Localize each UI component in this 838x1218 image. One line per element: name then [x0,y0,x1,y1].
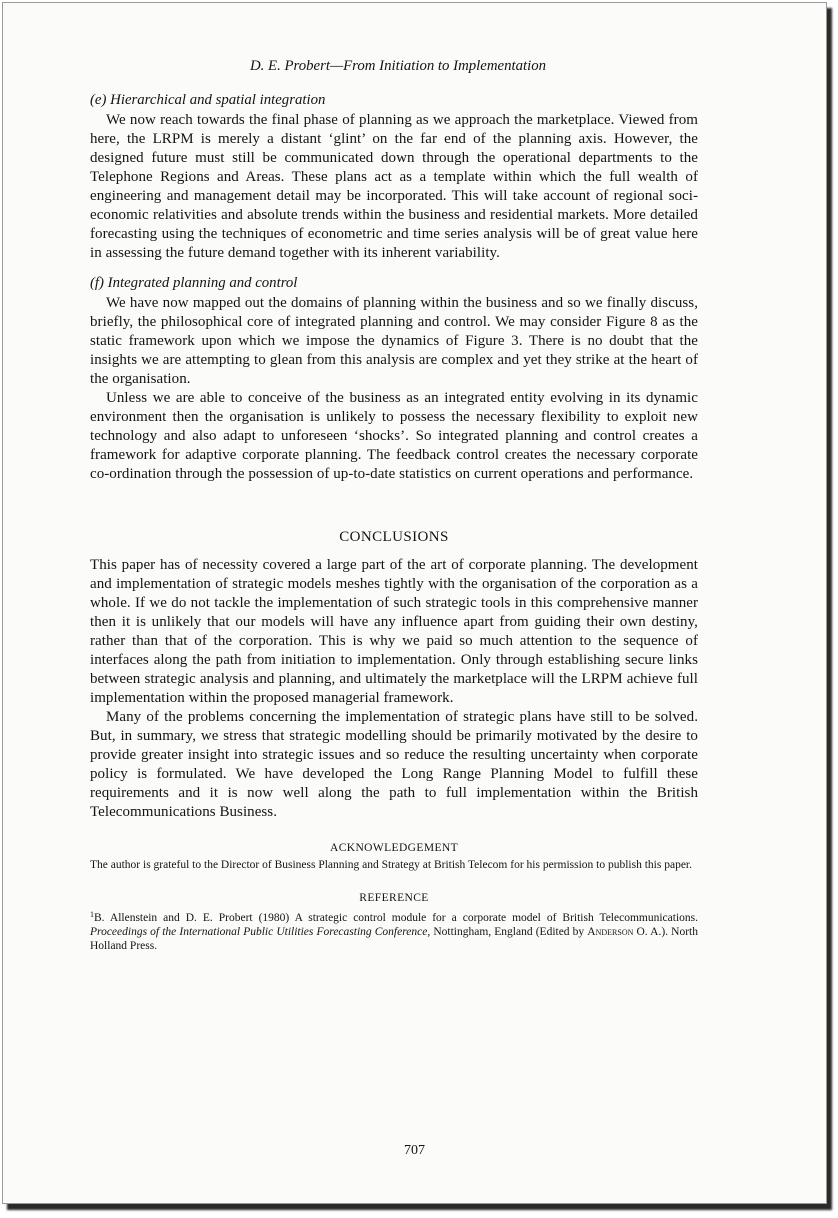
reference-authors: B. Allenstein and D. E. Probert (1980) A strategic control module for a corporate model of British Telecommunications. [94,912,698,924]
conclusions-paragraph: Many of the problems concerning the implementation of strategic plans have still to be solved. But, in summary, we stress that strategic modelling should be primarily motivated by the desire to provide greater insight into strategic issues and so reduce the resulting uncertainty when corporate policy is formulated. We have developed the Long Range Planning Model to fulfill these requirements and it is now well along the path to full implementation within the British Telecommunications Business. [90,709,698,820]
section-e-label: (e) [90,92,107,108]
reference-number: 1 [90,910,94,919]
acknowledgement-heading: ACKNOWLEDGEMENT [329,842,458,854]
section-e-paragraph: We now reach towards the final phase of planning as we approach the marketplace. Viewed from here, the LRPM is merely a distant ‘glint’ on the far end of the planning axis. However, the designed future must still be communicated down through the operational departments to the Telephone Regions and Areas. These plans act as a template within which the full wealth of engineering and management detail may be incorporated. This will take account of regional soci-economic relativities and absolute trends within the business and residential markets. More detailed forecasting using the techniques of econometric and time series analysis will be of great value here in assessing the future demand together with its inherent variability. [90,112,698,261]
reference-journal: Proceedings of the International Public Utilities Forecasting Conference, [90,926,431,938]
section-f-paragraph: We have now mapped out the domains of planning within the business and so we finally discuss, briefly, the philosophical core of integrated planning and control. We may consider Figure 8 as the static framework upon which we impose the dynamics of Figure 3. There is no doubt that the insights we are attempting to glean from this analysis are complex and yet they strike at the heart of the organisation. [90,295,698,387]
reference-entry [90,908,698,953]
running-head: D. E. Probert—From Initiation to Implementation [249,58,547,74]
section-f-heading [90,275,698,292]
section-e-title: Hierarchical and spatial integration [110,92,326,108]
reference-publisher: North Holland Press. [90,926,699,952]
page-sheet [2,2,827,1204]
conclusions-paragraph: This paper has of necessity covered a large part of the art of corporate planning. The development and implementation of strategic models meshes tightly with the organisation of the corporation as a whole. If we do not tackle the implementation of such strategic tools in this comprehensive manner then it is unlikely that our models will have any influence apart from guiding their own destiny, rather than that of the corporation. This is why we paid so much attention to the sequence of interfaces along the path from initiation to implementation. Only through establishing secure links between strategic analysis and planning, and ultimately the marketplace will the LRPM achieve full implementation within the proposed managerial framework. [90,557,698,706]
page-number: 707 [404,1143,425,1158]
conclusions-heading: CONCLUSIONS [339,529,449,545]
acknowledgement-text: The author is grateful to the Director of Business Planning and Strategy at British Telecom for his permission to publish this paper. [90,859,692,871]
section-f-paragraph: Unless we are able to conceive of the business as an integrated entity evolving in its dynamic environment then the organisation is unlikely to possess the necessary flexibility to exploit new technology and also adapt to unforeseen ‘shocks’. So integrated planning and control creates a framework for adaptive corporate planning. The feedback control creates the necessary corporate co-ordination through the possession of up-to-date statistics on current operations and performance. [90,390,698,482]
reference-heading: REFERENCE [359,892,429,904]
reference-editor: Anderson O. A.). [587,926,669,938]
section-f-title: Integrated planning and control [107,275,298,291]
section-f-label: (f) [90,275,104,291]
page-content [90,58,698,953]
section-e-heading [90,92,698,109]
reference-location: Nottingham, England (Edited by [433,926,585,938]
